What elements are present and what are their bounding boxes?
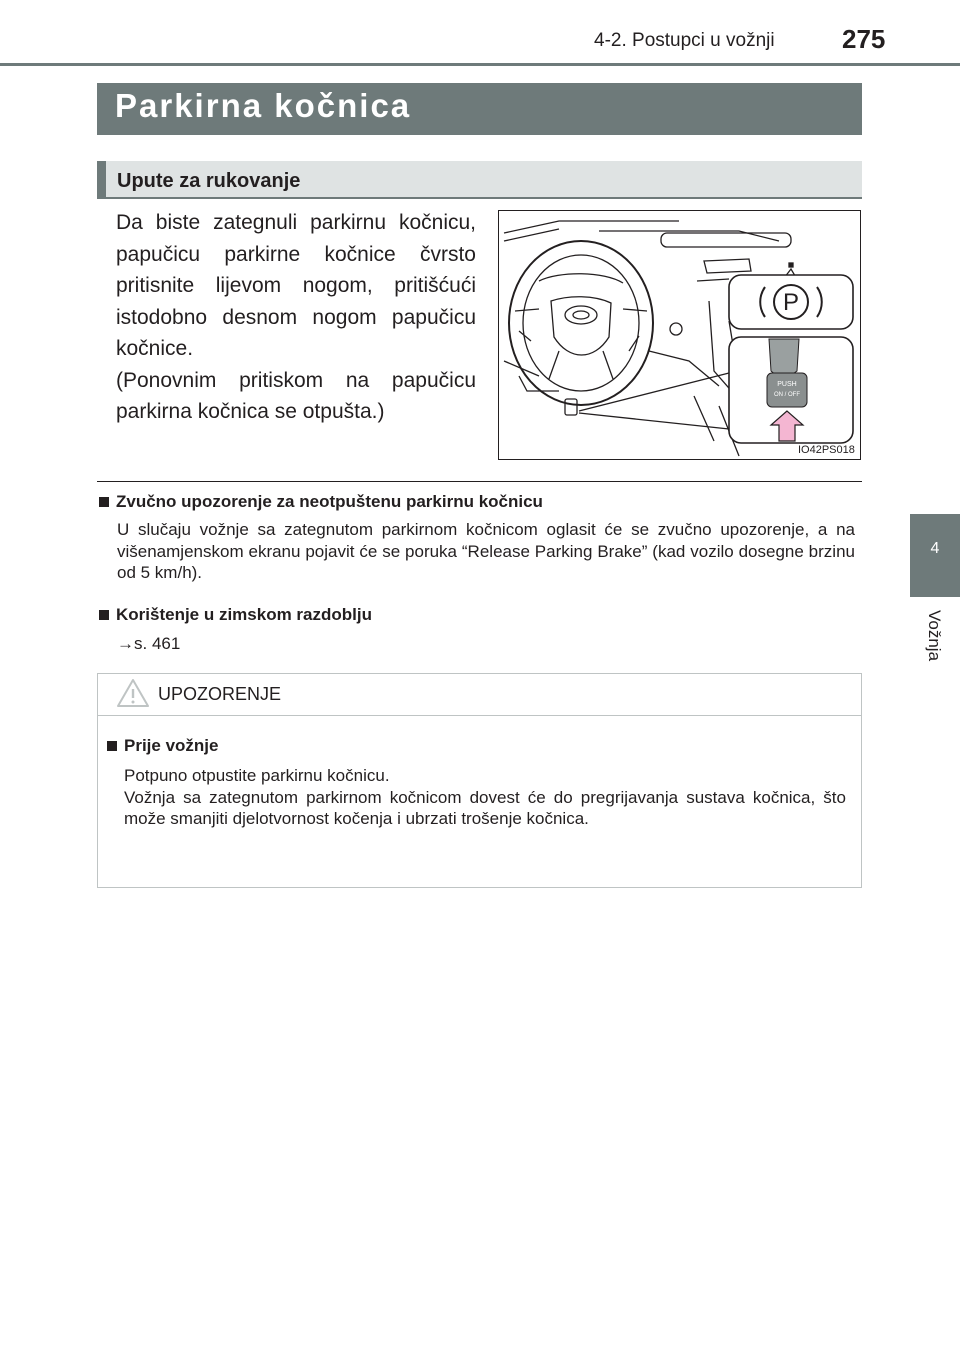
park-indicator-symbol: P [782, 289, 800, 316]
pedal-label-push: PUSH [777, 381, 797, 388]
page-title: Parkirna kočnica [115, 87, 412, 124]
note-heading-2 [99, 605, 372, 625]
note-heading-2-text: Korištenje u zimskom razdoblju [116, 605, 372, 624]
warning-line-1: Potpuno otpustite parkirnu kočnicu. [124, 766, 390, 785]
parking-brake-illustration [498, 210, 861, 460]
warning-heading [107, 736, 218, 756]
subsection-accent [97, 161, 106, 199]
chapter-number: 4 [930, 540, 940, 557]
note-heading-1-text: Zvučno upozorenje za neotpuštenu parkirnu kočnicu [116, 492, 543, 511]
header-rule [0, 63, 960, 66]
note-body-2: →s. 461 [117, 634, 181, 653]
warning-heading-text: Prije vožnje [124, 736, 219, 755]
warning-title: UPOZORENJE [158, 684, 282, 704]
header-section-title: 4-2. Postupci u vožnji [594, 30, 775, 51]
intro-text [116, 207, 476, 428]
chapter-name-vertical [916, 610, 946, 680]
bullet-square-icon [99, 497, 109, 507]
warning-triangle-icon [116, 677, 150, 709]
figure-code: IO42PS018 [798, 444, 855, 456]
chapter-name: Vožnja [925, 610, 944, 662]
warning-line-2: Vožnja sa zategnutom parkirnom kočnicom dovest će do pregrijavanja sustava kočnica, što može smanjiti djelotvornost kočenja i ubrzati trošenje kočnica. [124, 787, 846, 828]
section-divider [97, 481, 862, 482]
subsection-title: Upute za rukovanje [117, 170, 301, 192]
bullet-square-icon [107, 741, 117, 751]
note-heading-1 [99, 492, 543, 512]
intro-paragraph-1: Da biste zategnuli parkirnu kočnicu, papučicu parkirne kočnice čvrsto pritisnite lijevom nogom, pritišćući istodobno desnom nogom papučicu kočnice. [116, 211, 476, 360]
bullet-square-icon [99, 610, 109, 620]
pedal-label-onoff: ON / OFF [774, 392, 800, 398]
warning-header-rule [98, 715, 861, 716]
page-number: 275 [842, 24, 886, 54]
warning-body [124, 765, 846, 830]
dashboard-drawing [499, 211, 860, 459]
intro-paragraph-2: (Ponovnim pritiskom na papučicu parkirna kočnica se otpušta.) [116, 368, 476, 423]
note-body-1: U slučaju vožnje sa zategnutom parkirnom kočnicom oglasit će se zvučno upozorenje, a na višenamjenskom ekranu pojavit će se poruka “Release Parking Brake” (kad vozilo dosegne brzinu od 5 km/h). [117, 520, 855, 582]
